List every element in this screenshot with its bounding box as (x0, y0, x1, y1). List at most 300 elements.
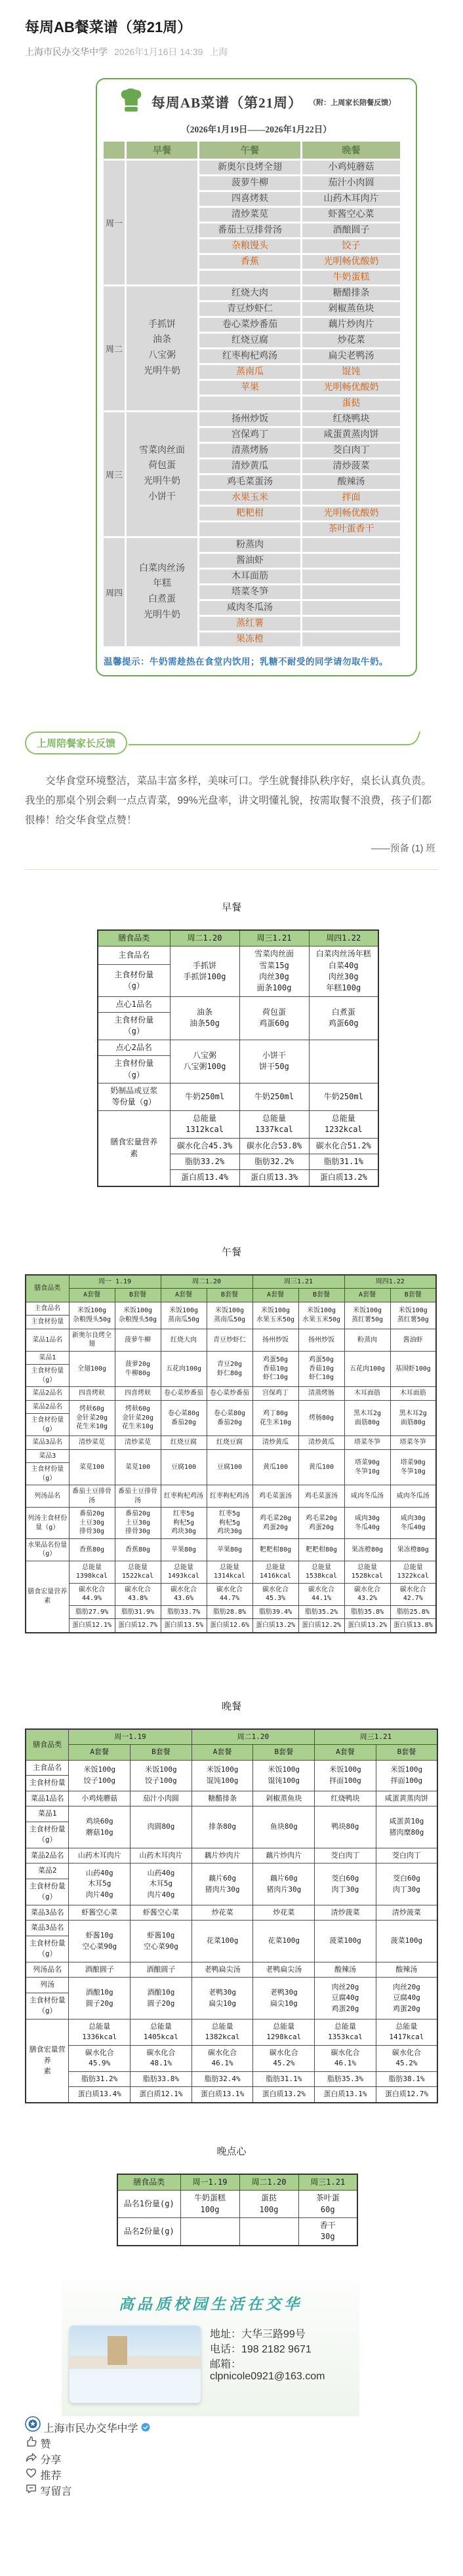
feedback-signature: ——预备 (1) 班 (371, 843, 435, 854)
table-cell: 卷心菜80g 番茄20g (207, 1400, 252, 1436)
table-cell: 八宝粥 八宝粥100g (170, 1040, 239, 1083)
table-cell: 总能量 1322kcal (390, 1561, 436, 1583)
table-cell: 藕片60g 猪肉片30g (253, 1864, 315, 1905)
menu-lunch-item: 塔菜冬笋 (199, 585, 300, 599)
menu-lunch-item: 木耳面筋 (199, 570, 300, 583)
table-cell: 米饭100g 蒸红薯50g (344, 1302, 390, 1329)
table-cell: 四喜烤麸 (115, 1387, 161, 1401)
table-cell: 咸蛋黄10g 猪肉糜80g (376, 1806, 437, 1848)
table-cell: 红烧豆腐 (161, 1436, 207, 1450)
contact-info (210, 2326, 352, 2383)
menu-column-header: 午餐 (199, 142, 300, 159)
table-cell: 碳水化合51.2% (309, 1138, 378, 1154)
menu-dinner-item: 牛奶蛋糕 (302, 271, 400, 284)
menu-dinner-item: 剁椒蒸鱼块 (302, 302, 400, 316)
table-cell: 菜品2 (26, 1864, 69, 1879)
section-divider (25, 869, 438, 870)
column-header-cell: A套餐 (191, 1745, 253, 1761)
menu-dinner-item (302, 570, 400, 583)
table-cell: 红烧鸭块 (315, 1791, 376, 1806)
column-header-cell: B套餐 (253, 1745, 315, 1761)
table-cell: 碳水化合 43.8% (115, 1583, 161, 1605)
table-cell: 豆腐100 (207, 1449, 252, 1485)
column-header-cell: 周一 1.19 (69, 1275, 161, 1289)
table-cell: 清炒菠菜 (315, 1905, 376, 1921)
table-cell: 奶制品或豆浆 等份量（g） (98, 1083, 170, 1111)
table-cell: 糖醋排条 (191, 1791, 253, 1806)
table-cell: 五花肉100g (344, 1351, 390, 1387)
menu-dinner-column (302, 538, 400, 646)
table-cell: 蛋白质12.2% (298, 1619, 344, 1633)
menu-lunch-item: 鸡毛菜蛋汤 (199, 475, 300, 489)
table-cell: 总能量 1337kcal (239, 1110, 309, 1138)
table-cell: 基围虾100g (390, 1351, 436, 1387)
table-cell: 主食材份量 （g） (98, 1013, 170, 1040)
table-cell: 新奥尔良烤全 翅 (69, 1329, 115, 1351)
table-cell: 鸡蛋50g 香菇10g 虾仁10g (298, 1351, 344, 1387)
table-cell: 菜苋100 (69, 1449, 115, 1485)
menu-lunch-item: 红烧豆腐 (199, 334, 300, 347)
table-cell: 手抓饼 手抓饼100g (170, 946, 239, 997)
column-header-cell: 周三1.21 (239, 930, 309, 946)
menu-dinner-item (302, 554, 400, 568)
table-cell: 菜品3品名 (26, 1905, 69, 1921)
menu-dinner-item (302, 585, 400, 599)
table-cell: 果冻橙80g (390, 1538, 436, 1561)
table-cell: 茭白60g 肉丁30g (315, 1864, 376, 1905)
menu-dinner-item: 酒酿圆子 (302, 224, 400, 237)
column-header-cell: A套餐 (161, 1289, 207, 1302)
comment-bubble-icon (25, 2486, 40, 2497)
table-cell: 菠菜100g (376, 1921, 437, 1962)
table-cell: 米饭100g 杂粮馒头50g (115, 1302, 161, 1329)
table-cell: 荷包蛋 鸡蛋60g (239, 996, 309, 1040)
menu-lunch-item: 清炒菜苋 (199, 208, 300, 222)
table-cell: 宫保鸡丁 (252, 1387, 298, 1401)
menu-lunch-item: 四喜烤麸 (199, 192, 300, 206)
table-cell: 青豆炒虾仁 (207, 1329, 252, 1351)
table-cell: 主食材份量 （g） (26, 1879, 69, 1905)
column-header-cell: 周二1.20 (161, 1275, 252, 1289)
menu-dinner-item: 茭白肉丁 (302, 444, 400, 458)
table-cell: 牛奶蛋糕 100g (180, 2191, 239, 2218)
table-cell: 肉丝20g 豆腐40g 鸡蛋20g (376, 1978, 437, 2020)
table-cell: 碳水化合 44.7% (207, 1583, 252, 1605)
menu-lunch-item: 青豆炒虾仁 (199, 302, 300, 316)
menu-lunch-item: 酱油虾 (199, 554, 300, 568)
table-cell: 菜品3 (26, 1449, 69, 1463)
table-cell: 番茄20g 土豆30g 排骨30g (115, 1508, 161, 1539)
lunch-nutrition-table (25, 1274, 438, 1633)
table-cell: 虾酱10g 空心菜90g (131, 1921, 192, 1962)
table-cell: 清炒黄瓜 (298, 1436, 344, 1450)
table-cell: 总能量 1493kcal (161, 1561, 207, 1583)
milk-tip: 温馨提示：牛奶需趁热在食堂内饮用；乳糖不耐受的同学请勿取牛奶。 (104, 656, 388, 667)
table-cell: 藕片炒肉片 (191, 1848, 253, 1864)
menu-lunch-item: 菠萝牛柳 (199, 176, 300, 190)
table-cell: 鸡蛋50g 香菇10g 虾仁10g (252, 1351, 298, 1387)
bottom-action-bar (25, 2416, 438, 2498)
menu-column-header: 早餐 (127, 142, 197, 159)
table-cell: 蛋白质13.5% (161, 1619, 207, 1633)
table-cell: 菜品1品名 (26, 1791, 69, 1806)
table-cell: 酒酿圆子 (69, 1962, 131, 1978)
table-cell: 总能量 1538kcal (298, 1561, 344, 1583)
column-header-cell: 周二1.20 (239, 2174, 298, 2191)
table-cell: 香蕉80g (115, 1538, 161, 1561)
table-cell: 菠萝牛柳 (115, 1329, 161, 1351)
table-cell: 品名1份量(g) (117, 2191, 180, 2218)
table-cell: 花菜100g (191, 1921, 253, 1962)
feedback-badge: 上周陪餐家长反馈 (25, 732, 127, 754)
column-header-cell: 周一1.19 (69, 1729, 191, 1745)
table-cell: 蛋白质12.1% (131, 2087, 192, 2103)
menu-dinner-item (302, 601, 400, 615)
menu-day-label: 周二 (104, 286, 125, 410)
table-cell: 列汤 (26, 1978, 69, 1993)
menu-dinner-item: 酸辣汤 (302, 475, 400, 489)
table-cell: 番茄土豆排骨 汤 (115, 1485, 161, 1508)
menu-lunch-item (199, 397, 300, 410)
comment-label: 写留言 (40, 2486, 72, 2497)
column-header-cell: 膳食品类 (26, 1729, 69, 1761)
table-cell: 扬州炒饭 (298, 1329, 344, 1351)
table-cell: 肉丝20g 豆腐40g 鸡蛋20g (315, 1978, 376, 2020)
table-cell: 脂肪35.8% (344, 1605, 390, 1619)
table-cell: 米饭100g 水果玉米50g (252, 1302, 298, 1329)
table-cell: 总能量 1336kcal (69, 2019, 131, 2045)
menu-dinner-item: 清炒菠菜 (302, 459, 400, 473)
share-arrow-icon (25, 2455, 40, 2466)
like-button[interactable] (25, 2435, 438, 2451)
table-cell: 番茄土豆排骨 汤 (69, 1485, 115, 1508)
table-cell: 酱油虾 (390, 1329, 436, 1351)
share-label: 分享 (40, 2454, 62, 2466)
table-cell: 山药40g 木耳5g 肉片40g (131, 1864, 192, 1905)
table-cell: 菠萝20g 牛柳80g (115, 1351, 161, 1387)
table-cell: 品名2份量(g) (117, 2217, 180, 2245)
account-name-link[interactable]: 上海市民办交华中学 (25, 46, 108, 57)
table-cell: 菜品2品名 (26, 1400, 69, 1414)
bottom-account-name[interactable]: 上海市民办交华中学 (43, 2423, 138, 2434)
table-cell: 总能量 1405kcal (131, 2019, 192, 2045)
table-cell: 鸡毛菜20g 鸡蛋20g (252, 1508, 298, 1539)
table-cell: 主食材份量 (26, 1776, 69, 1791)
table-cell: 脂肪35.2% (298, 1605, 344, 1619)
campus-photo (70, 2326, 201, 2403)
table-cell: 米饭100g 饺子100g (69, 1760, 131, 1791)
menu-card-subtitle: （附：上周家长陪餐反馈） (309, 99, 396, 107)
contact-email: 邮箱：clpnicole0921@163.com (210, 2358, 325, 2382)
menu-dinner-item: 拌面 (302, 491, 400, 505)
table-cell: 鸡块60g 蘑菇10g (69, 1806, 131, 1848)
table-cell: 花菜100g (253, 1921, 315, 1962)
table-cell: 鸭块80g (315, 1806, 376, 1848)
table-cell: 四喜烤麸 (69, 1387, 115, 1401)
table-cell: 山药木耳肉片 (69, 1848, 131, 1864)
menu-dinner-item: 虾酱空心菜 (302, 208, 400, 222)
table-cell: 菜品1 (26, 1351, 69, 1365)
table-cell (180, 2217, 239, 2245)
table-cell: 雪菜肉丝面 雪菜15g 肉丝30g 面条100g (239, 946, 309, 997)
menu-dinner-item: 小鸡炖蘑菇 (302, 161, 400, 174)
table-cell: 蛋白质13.2% (309, 1170, 378, 1186)
menu-date-range: （2026年1月19日——2026年1月22日） (181, 124, 332, 134)
menu-dinner-column (302, 286, 400, 410)
table-cell: 茭白肉丁 (315, 1848, 376, 1864)
table-cell: 脂肪32.2% (239, 1154, 309, 1170)
table-cell: 青豆20g 虾仁80g (207, 1351, 252, 1387)
promo-slogan: 高品质校园生活在交华 (119, 2295, 302, 2313)
table-cell: 脂肪31.1% (309, 1154, 378, 1170)
table-cell: 烤麸60g 金针菜20g 花生米10g (69, 1400, 115, 1436)
table-cell: 碳水化合 46.1% (315, 2045, 376, 2071)
table-cell: 米饭100g 蒸南瓜50g (207, 1302, 252, 1329)
heart-icon (25, 2470, 40, 2482)
menu-lunch-item: 红烧大肉 (199, 286, 300, 300)
table-cell: 红烧豆腐 (207, 1436, 252, 1450)
column-header-cell: 膳食品类 (98, 930, 170, 946)
table-cell: 烤肠80g (298, 1400, 344, 1436)
school-promo-image (62, 2280, 359, 2416)
table-cell: 主食材份量 （g） (98, 965, 170, 996)
table-cell: 黑木耳2g 面筋80g (344, 1400, 390, 1436)
table-cell: 红枣5g 枸杞5g 鸡块30g (207, 1508, 252, 1539)
menu-breakfast-cell: 手抓饼 油条 八宝粥 光明牛奶 (127, 286, 197, 410)
menu-lunch-column (199, 286, 300, 410)
menu-lunch-item: 粑粑柑 (199, 507, 300, 520)
table-cell: 主食品名 (26, 1302, 69, 1316)
table-cell: 红烧大肉 (161, 1329, 207, 1351)
column-header-cell: B套餐 (115, 1289, 161, 1302)
table-cell: 米饭100g 水果玉米50g (298, 1302, 344, 1329)
menu-dinner-column (302, 412, 400, 536)
table-cell: 脂肪31.1% (253, 2071, 315, 2087)
menu-lunch-item: 果冻橙 (199, 633, 300, 646)
table-cell: 米饭100g 饺子100g (131, 1760, 192, 1791)
menu-lunch-item (199, 522, 300, 536)
table-cell: 排条80g (191, 1806, 253, 1848)
table-cell: 总能量 1298kcal (253, 2019, 315, 2045)
menu-lunch-item: 清蒸烤肠 (199, 444, 300, 458)
table-cell: 红枣枸杞鸡汤 (207, 1485, 252, 1508)
table-cell: 小鸡炖蘑菇 (69, 1791, 131, 1806)
share-button[interactable] (25, 2451, 438, 2467)
menu-lunch-item: 红枣枸杞鸡汤 (199, 349, 300, 363)
table-cell: 碳水化合 42.7% (390, 1583, 436, 1605)
table-cell: 蛋挞 100g (239, 2191, 298, 2218)
table-cell: 蛋白质12.1% (69, 1619, 115, 1633)
table-cell: 咸肉30g 冬瓜40g (344, 1508, 390, 1539)
table-cell: 茄汁小肉圆 (131, 1791, 192, 1806)
table-cell: 菜品2品名 (26, 1848, 69, 1864)
menu-dinner-column (302, 161, 400, 284)
table-cell: 总能量 1382kcal (191, 2019, 253, 2045)
menu-dinner-item: 饺子 (302, 239, 400, 253)
column-header-cell: 周一1.19 (180, 2174, 239, 2191)
table-cell: 剁椒蒸鱼块 (253, 1791, 315, 1806)
table-cell: 膳食宏量营养 素 (98, 1110, 170, 1186)
column-header-cell: 周三1.21 (298, 2174, 357, 2191)
table-cell: 老鸭扁尖汤 (253, 1962, 315, 1978)
table-cell: 粉蒸肉 (344, 1329, 390, 1351)
menu-column-header: 晚餐 (302, 142, 400, 159)
column-header-cell: 周四1.22 (344, 1275, 436, 1289)
table-cell: 碳水化合 46.1% (191, 2045, 253, 2071)
table-cell: 米饭100g 蒸红薯50g (390, 1302, 436, 1329)
table-cell: 卷心菜炒番茄 (161, 1387, 207, 1401)
school-logo (25, 2423, 43, 2434)
table-cell: 酒酿10g 圆子20g (131, 1978, 192, 2020)
table-cell: 蛋白质12.6% (207, 1619, 252, 1633)
article-meta (25, 45, 438, 58)
table-cell: 脂肪33.8% (131, 2071, 192, 2087)
column-header-cell: 周二1.20 (191, 1729, 314, 1745)
table-cell (309, 1040, 378, 1083)
table-cell: 脂肪31.9% (115, 1605, 161, 1619)
table-cell: 虾酱空心菜 (69, 1905, 131, 1921)
table-cell: 粑粑柑80g (298, 1538, 344, 1561)
table-cell: 苹果80g (207, 1538, 252, 1561)
menu-column-header (104, 142, 125, 159)
table-cell: 茶叶蛋 60g (298, 2191, 357, 2218)
table-cell: 总能量 1417kcal (376, 2019, 437, 2045)
wechat-article-page (0, 18, 463, 2576)
table-cell: 脂肪32.4% (191, 2071, 253, 2087)
column-header-cell: A套餐 (252, 1289, 298, 1302)
menu-dinner-item: 蛋挞 (302, 397, 400, 410)
contact-phone: 电话：198 2182 9671 (210, 2343, 312, 2355)
table-cell: 菜品1品名 (26, 1329, 69, 1351)
menu-dinner-item: 光明畅优酸奶 (302, 255, 400, 269)
table-cell: 米饭100g 蒸南瓜50g (161, 1302, 207, 1329)
table-cell: 主食品名 (98, 946, 170, 965)
table-cell: 水果品名份量 （g） (26, 1538, 69, 1561)
menu-lunch-item: 扬州炒饭 (199, 412, 300, 426)
table-cell: 藕片炒肉片 (253, 1848, 315, 1864)
menu-dinner-item: 红烧鸭块 (302, 412, 400, 426)
menu-day-row (104, 286, 409, 410)
table-cell: 总能量 1353kcal (315, 2019, 376, 2045)
table-cell: 番茄20g 土豆30g 排骨30g (69, 1508, 115, 1539)
menu-day-row (104, 161, 409, 284)
breakfast-heading: 早餐 (221, 901, 241, 913)
table-cell: 鸡毛菜蛋汤 (298, 1485, 344, 1508)
table-cell: 塔菜90g 冬笋10g (390, 1449, 436, 1485)
table-cell: 米饭100g 拌面100g (315, 1760, 376, 1791)
table-cell: 酸辣汤 (315, 1962, 376, 1978)
table-cell: 碳水化合 45.2% (376, 2045, 437, 2071)
table-cell: 蛋白质13.8% (390, 1619, 436, 1633)
table-cell: 点心2品名 (98, 1040, 170, 1055)
menu-day-label: 周四 (104, 538, 125, 646)
table-cell: 香干 30g (298, 2217, 357, 2245)
verified-badge-icon (141, 2423, 150, 2434)
table-cell: 牛奶250ml (170, 1083, 239, 1111)
table-cell: 豆腐100 (161, 1449, 207, 1485)
table-cell: 木耳面筋 (390, 1387, 436, 1401)
table-cell: 总能量 1232kcal (309, 1110, 378, 1138)
table-cell: 主食材份量 （g） (26, 1936, 69, 1962)
table-cell: 酸辣汤 (376, 1962, 437, 1978)
menu-lunch-column (199, 161, 300, 284)
menu-dinner-item (302, 617, 400, 631)
column-header-cell: 周二1.20 (170, 930, 239, 946)
dinner-nutrition-table (25, 1728, 438, 2103)
menu-lunch-column (199, 538, 300, 646)
recommend-label: 推荐 (40, 2470, 62, 2482)
menu-dinner-item: 光明畅优酸奶 (302, 381, 400, 395)
menu-lunch-item: 杂粮馒头 (199, 239, 300, 253)
contact-address: 地址：大华三路99号 (210, 2328, 306, 2340)
column-header-cell: 膳食品类 (26, 1275, 69, 1302)
snack-heading: 晚点心 (216, 2145, 247, 2157)
table-cell: 碳水化合 48.1% (131, 2045, 192, 2071)
table-cell: 香蕉80g (69, 1538, 115, 1561)
table-cell: 炒花菜 (253, 1905, 315, 1921)
menu-dinner-item: 茄汁小肉圆 (302, 176, 400, 190)
column-header-cell: A套餐 (315, 1745, 376, 1761)
table-cell: 脂肪33.7% (161, 1605, 207, 1619)
menu-dinner-item: 糖醋排条 (302, 286, 400, 300)
table-cell: 黄瓜100 (252, 1449, 298, 1485)
column-header-cell: B套餐 (298, 1289, 344, 1302)
table-cell: 苹果80g (161, 1538, 207, 1561)
table-cell: 藕片60g 猪肉片30g (191, 1864, 253, 1905)
publish-date: 2026年1月16日 14:39 (114, 46, 203, 57)
table-cell: 蛋白质13.1% (191, 2087, 253, 2103)
table-cell: 蛋白质13.3% (239, 1170, 309, 1186)
table-cell: 总能量 1314kcal (207, 1561, 252, 1583)
menu-lunch-item: 苹果 (199, 381, 300, 395)
table-cell: 米饭100g 馄饨100g (253, 1760, 315, 1791)
table-cell: 总能量 1312kcal (170, 1110, 239, 1138)
table-cell: 清炒黄瓜 (252, 1436, 298, 1450)
table-cell: 油条 油条50g (170, 996, 239, 1040)
table-cell: 米饭100g 馄饨100g (191, 1760, 253, 1791)
table-cell: 山药40g 木耳5g 肉片40g (69, 1864, 131, 1905)
column-header-cell: 周三1.21 (315, 1729, 437, 1745)
menu-dinner-item: 茶叶蛋香干 (302, 522, 400, 536)
menu-lunch-column (199, 412, 300, 536)
menu-lunch-item: 卷心菜炒番茄 (199, 318, 300, 332)
table-cell: 脂肪39.4% (252, 1605, 298, 1619)
table-cell: 脂肪35.3% (315, 2071, 376, 2087)
table-cell: 主食材份量 （g） (26, 1822, 69, 1848)
column-header-cell: B套餐 (376, 1745, 437, 1761)
table-cell: 总能量 1522kcal (115, 1561, 161, 1583)
table-cell: 咸肉冬瓜汤 (344, 1485, 390, 1508)
table-cell: 蛋白质13.2% (252, 1619, 298, 1633)
table-cell: 老鸭扁尖汤 (191, 1962, 253, 1978)
menu-breakfast-cell: 雪菜肉丝面 荷包蛋 光明牛奶 小饼干 (127, 412, 197, 536)
table-cell: 清炒菠菜 (376, 1905, 437, 1921)
recommend-button[interactable] (25, 2467, 438, 2482)
publish-location: 上海 (209, 46, 228, 57)
menu-lunch-item: 咸肉冬瓜汤 (199, 601, 300, 615)
table-cell: 碳水化合53.8% (239, 1138, 309, 1154)
table-cell: 牛奶250ml (239, 1083, 309, 1111)
table-cell: 果冻橙80g (344, 1538, 390, 1561)
table-cell: 总能量 1528kcal (344, 1561, 390, 1583)
table-cell: 点心1品名 (98, 996, 170, 1012)
table-cell: 主食品名 (26, 1760, 69, 1776)
table-cell: 脂肪33.2% (170, 1154, 239, 1170)
table-cell: 烤麸60g 金针菜20g 花生米10g (115, 1400, 161, 1436)
table-cell: 列汤品名 (26, 1962, 69, 1978)
column-header-cell: 周三1.21 (252, 1275, 344, 1289)
comment-button[interactable] (25, 2482, 438, 2498)
